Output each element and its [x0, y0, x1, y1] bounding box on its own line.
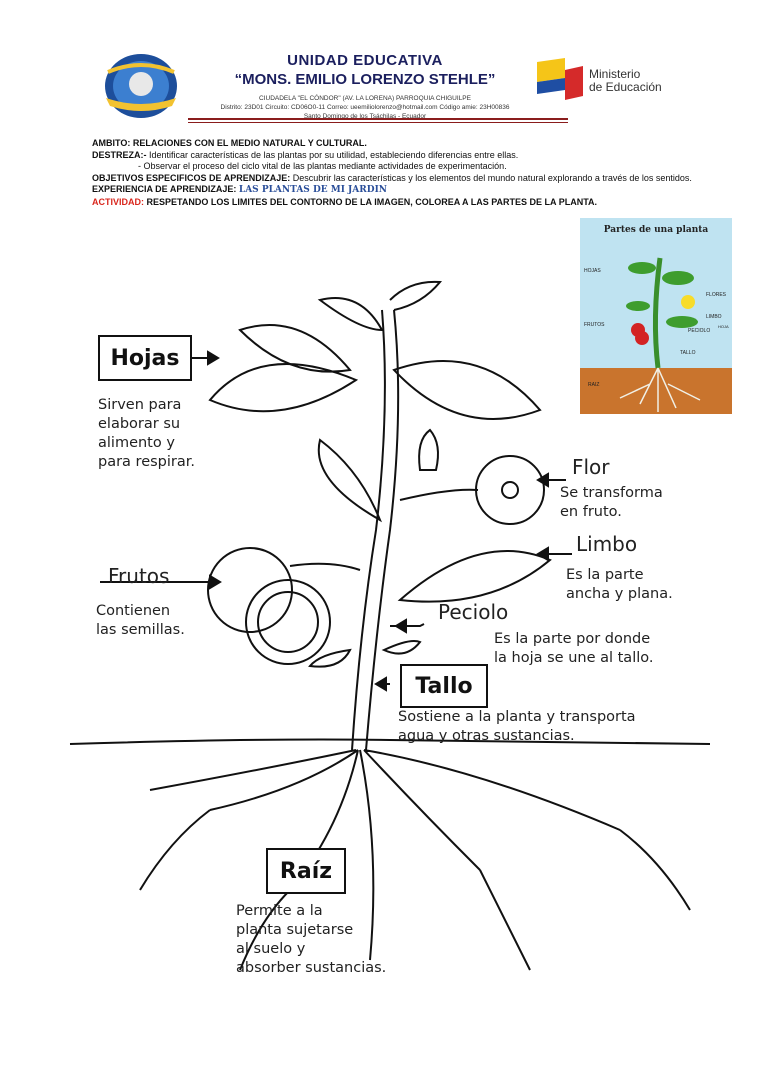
actividad-label: ACTIVIDAD: — [92, 196, 144, 207]
flower — [476, 456, 544, 524]
reference-title: Partes de una planta — [603, 225, 709, 235]
destreza-label: DESTREZA:- — [92, 149, 147, 160]
letterhead — [0, 0, 768, 135]
label-hojas: Hojas — [98, 335, 192, 381]
ministry-logo — [535, 56, 675, 102]
ref-label-hoja: HOJA — [718, 324, 729, 329]
ref-label-hojas: HOJAS — [584, 268, 601, 274]
label-flor: Flor — [572, 455, 610, 479]
ref-label-raiz: RAIZ — [588, 382, 600, 388]
desc-raiz: Permite a la planta sujetarse al suelo y absorber sustancias. — [236, 903, 387, 976]
objetivos-value: Descubrir las características y los elementos del mundo natural explorando a través de los sentidos. — [292, 172, 692, 183]
destreza-line — [92, 150, 692, 162]
desc-frutos: Contienen las semillas. — [96, 603, 185, 638]
experiencia-value: LAS PLANTAS DE MI JARDIN — [238, 185, 388, 195]
ref-label-peciolo: PECIOLO — [688, 328, 711, 334]
desc-tallo: Sostiene a la planta y transporta agua y otras sustancias. — [398, 709, 636, 744]
ministry-line1: Ministerio — [589, 67, 641, 81]
desc-hojas: Sirven para elaborar su alimento y para respirar. — [98, 397, 195, 470]
school-name-line1: UNIDAD EDUCATIVA — [287, 52, 443, 69]
label-raiz: Raíz — [266, 848, 346, 894]
header-divider — [188, 118, 568, 120]
school-district: Distrito: 23D01 Circuito: CD06O0-11 Correo: ueemiliolorenzo@hotmail.com Código amie: 23H00836 — [220, 104, 510, 111]
arrow-peciolo-head — [396, 620, 406, 632]
school-address: CIUDADELA "EL CÓNDOR" (AV. LA LORENA) PARROQUIA CHIGUILPE — [259, 95, 471, 102]
top-leaf — [320, 298, 382, 330]
school-title-block — [200, 52, 530, 121]
label-frutos: Frutos — [108, 564, 170, 588]
label-peciolo: Peciolo — [438, 600, 509, 624]
destreza-value: Identificar características de las plantas por su utilidad, estableciendo diferencias entre ellas. — [149, 149, 519, 160]
leaf-small-right — [384, 641, 420, 654]
actividad-value: RESPETANDO LOS LIMITES DEL CONTORNO DE LA IMAGEN, COLOREA A LAS PARTES DE LA PLANTA. — [146, 196, 598, 207]
fruit-seeds — [258, 592, 318, 652]
desc-flor: Se transforma en fruto. — [560, 485, 663, 520]
leaf-right — [394, 361, 540, 419]
leaf-middle-left — [319, 440, 380, 520]
destreza-value-2: - Observar el proceso del ciclo vital de las plantas mediante actividades de experimentación. — [138, 161, 507, 171]
top-leaf-2 — [390, 282, 440, 310]
school-crest-logo — [98, 50, 184, 122]
ambito-label: AMBITO: — [92, 138, 131, 148]
ref-label-limbo: LIMBO — [706, 314, 722, 320]
lesson-info — [92, 138, 692, 208]
flower-bud — [419, 430, 438, 470]
arrow-tallo-head — [376, 678, 386, 690]
arrow-hojas-head — [208, 352, 218, 364]
school-city: Santo Domingo de los Tsáchilas - Ecuador — [303, 113, 427, 120]
ref-label-tallo: TALLO — [680, 350, 696, 356]
ref-label-frutos: FRUTOS — [584, 322, 605, 328]
experiencia-label: EXPERIENCIA DE APRENDIZAJE: — [92, 184, 237, 194]
experiencia-line — [92, 184, 692, 197]
header-divider-thin — [188, 122, 568, 123]
actividad-line — [92, 197, 692, 209]
ministry-flag-icon — [535, 56, 585, 102]
school-name-line2: “MONS. EMILIO LORENZO STEHLE” — [234, 71, 496, 88]
desc-peciolo: Es la parte por donde la hoja se une al tallo. — [494, 631, 654, 666]
ambito-line — [92, 138, 692, 150]
flower-center — [502, 482, 518, 498]
fruit-stalk — [290, 564, 360, 570]
leaf-limbo — [400, 551, 550, 602]
ref-label-flores: FLORES — [706, 292, 727, 298]
label-limbo: Limbo — [576, 532, 638, 556]
objetivos-label: OBJETIVOS ESPECIFICOS DE APRENDIZAJE: — [92, 172, 291, 183]
desc-limbo: Es la parte ancha y plana. — [566, 567, 673, 602]
ministry-name — [589, 68, 662, 94]
ministry-line2: de Educación — [589, 80, 662, 94]
objetivos-line — [92, 173, 692, 185]
arrow-frutos-head — [210, 576, 220, 588]
label-tallo: Tallo — [400, 664, 488, 708]
ambito-value: RELACIONES CON EL MEDIO NATURAL Y CULTURAL. — [132, 138, 367, 148]
flower-stalk — [400, 490, 478, 500]
